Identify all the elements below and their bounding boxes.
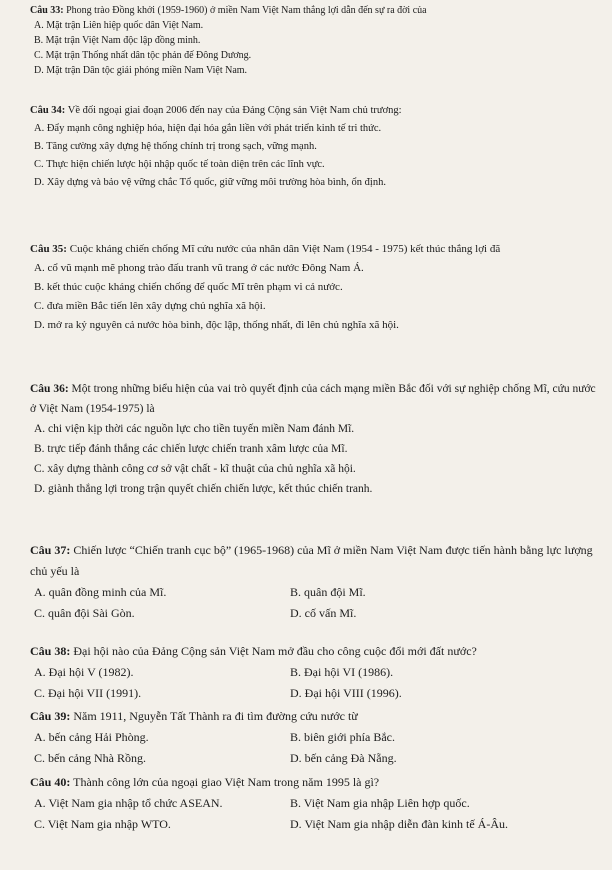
question-stem (30, 540, 598, 582)
option-c: C. Mặt trận Thống nhất dân tộc phản đế Đông Dương. (34, 50, 252, 61)
option-d: D. mở ra kỷ nguyên cả nước hòa bình, độc lập, thống nhất, đi lên chủ nghĩa xã hội. (34, 319, 399, 331)
question-number: Câu 35: (30, 243, 67, 255)
question-text: Một trong những biểu hiện của vai trò quyết định của cách mạng miền Bắc đối với sự nghiệp chống Mĩ, cứu nước ở Việt Nam (1954-1975) là (30, 383, 596, 415)
question-stem (30, 3, 598, 18)
question-33 (30, 3, 598, 78)
question-stem (30, 706, 598, 727)
option-b: B. trực tiếp đánh thắng các chiến lược chiến tranh xâm lược của Mĩ. (34, 443, 348, 455)
option-b: B. kết thúc cuộc kháng chiến chống để quốc Mĩ trên phạm vi cả nước. (34, 281, 343, 293)
option-d: D. giành thắng lợi trong trận quyết chiến chiến lược, kết thúc chiến tranh. (34, 483, 373, 495)
question-36 (30, 379, 598, 499)
question-34 (30, 102, 598, 192)
question-37 (30, 540, 598, 624)
option-b: B. quân đội Mĩ. (290, 585, 366, 599)
question-number: Câu 37: (30, 543, 71, 557)
question-35 (30, 240, 598, 335)
option-a: A. Việt Nam gia nhập tổ chức ASEAN. (34, 796, 223, 810)
question-stem (30, 772, 598, 793)
question-number: Câu 39: (30, 709, 71, 723)
option-a: A. quân đồng minh của Mĩ. (34, 585, 167, 599)
question-text: Về đối ngoại giai đoạn 2006 đến nay của Đảng Cộng sản Việt Nam chủ trương: (67, 105, 402, 116)
option-b: B. Tăng cường xây dựng hệ thống chính trị trong sạch, vững mạnh. (34, 141, 317, 152)
option-c: C. đưa miền Bắc tiến lên xây dựng chủ nghĩa xã hội. (34, 300, 266, 312)
question-40 (30, 772, 598, 835)
option-c: C. Đại hội VII (1991). (34, 686, 142, 700)
option-a: A. cổ vũ mạnh mẽ phong trào đấu tranh vũ trang ở các nước Đông Nam Á. (34, 262, 364, 274)
question-stem (30, 240, 598, 259)
option-d: D. Xây dựng và bảo vệ vững chắc Tổ quốc, giữ vững môi trường hòa bình, ổn định. (34, 177, 386, 188)
option-d: D. cố vấn Mĩ. (290, 606, 357, 620)
question-39 (30, 706, 598, 769)
question-stem (30, 641, 598, 662)
question-text: Thành công lớn của ngoại giao Việt Nam trong năm 1995 là gì? (73, 775, 380, 789)
option-c: C. Việt Nam gia nhập WTO. (34, 817, 171, 831)
question-number: Câu 36: (30, 383, 69, 395)
option-a: A. chi viện kịp thời các nguồn lực cho tiền tuyến miền Nam đánh Mĩ. (34, 423, 355, 435)
question-stem (30, 102, 598, 120)
option-a: A. Mặt trận Liên hiệp quốc dân Việt Nam. (34, 20, 204, 31)
option-a: A. bến cảng Hải Phòng. (34, 730, 149, 744)
question-text: Chiến lược “Chiến tranh cục bộ” (1965-1968) của Mĩ ở miền Nam Việt Nam được tiến hành bằng lực lượng chủ yếu là (30, 543, 593, 578)
question-text: Phong trào Đồng khởi (1959-1960) ở miền Nam Việt Nam thắng lợi dẫn đến sự ra đời của (66, 5, 427, 16)
question-number: Câu 38: (30, 644, 71, 658)
option-b: B. Việt Nam gia nhập Liên hợp quốc. (290, 796, 470, 810)
option-a: A. Đẩy mạnh công nghiệp hóa, hiện đại hóa gắn liền với phát triển kinh tế tri thức. (34, 123, 382, 134)
option-d: D. Đại hội VIII (1996). (290, 686, 402, 700)
question-text: Năm 1911, Nguyễn Tất Thành ra đi tìm đường cứu nước từ (73, 709, 358, 723)
option-c: C. Thực hiện chiến lược hội nhập quốc tế toàn diện trên các lĩnh vực. (34, 159, 325, 170)
question-text: Đại hội nào của Đảng Cộng sản Việt Nam mở đầu cho công cuộc đổi mới đất nước? (73, 644, 477, 658)
option-c: C. quân đội Sài Gòn. (34, 606, 135, 620)
option-b: B. Đại hội VI (1986). (290, 665, 394, 679)
option-d: D. Mặt trận Dân tộc giải phóng miền Nam Việt Nam. (34, 65, 248, 76)
question-text: Cuộc kháng chiến chống Mĩ cứu nước của nhân dân Việt Nam (1954 - 1975) kết thúc thắng lợi đã (69, 243, 501, 255)
question-number: Câu 34: (30, 105, 66, 116)
option-d: D. bến cảng Đà Nẵng. (290, 751, 397, 765)
option-a: A. Đại hội V (1982). (34, 665, 134, 679)
option-b: B. biên giới phía Bắc. (290, 730, 395, 744)
option-d: D. Việt Nam gia nhập diễn đàn kinh tế Á-Âu. (290, 817, 509, 831)
question-stem (30, 379, 598, 419)
question-38 (30, 641, 598, 704)
option-b: B. Mặt trận Việt Nam độc lập đồng minh. (34, 35, 201, 46)
question-number: Câu 40: (30, 775, 71, 789)
option-c: C. bến cảng Nhà Rồng. (34, 751, 146, 765)
question-number: Câu 33: (30, 5, 64, 16)
option-c: C. xây dựng thành công cơ sở vật chất - kĩ thuật của chủ nghĩa xã hội. (34, 463, 356, 475)
